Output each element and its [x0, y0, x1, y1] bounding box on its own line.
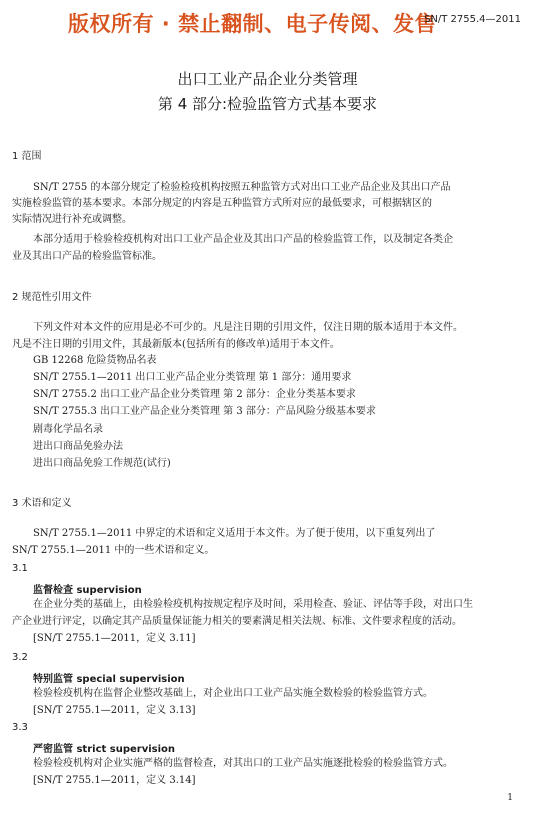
term-source: [SN/T 2755.1—2011，定义 3.14] — [33, 775, 196, 786]
reference-item: SN/T 2755.2 出口工业产品企业分类管理 第 2 部分：企业分类基本要求 — [33, 389, 356, 400]
reference-item: 剧毒化学品名录 — [33, 424, 103, 435]
term-definition: 检验检疫机构对企业实施严格的监督检查，对其出口的工业产品实施逐批检验的检验监管方式。 — [33, 758, 453, 769]
term-number: 3.2 — [12, 652, 28, 663]
term-definition: 产企业进行评定，以确定其产品质量保证能力相关的要素满足相关法规、标准、文件要求程度的活动。 — [12, 616, 462, 627]
page-number: 1 — [507, 793, 513, 803]
term-name: 特别监管 special supervision — [33, 674, 185, 685]
reference-item: 进出口商品免验工作规范(试行) — [33, 458, 171, 469]
term-number: 3.1 — [12, 563, 28, 574]
term-name: 严密监管 strict supervision — [33, 744, 176, 755]
paragraph-line: 实际情况进行补充或调整。 — [12, 214, 132, 225]
paragraph-line: SN/T 2755.1—2011 中界定的术语和定义适用于本文件。为了便于使用，以下重复列出了 — [33, 528, 436, 539]
term-definition: 检验检疫机构在监督企业整改基础上，对企业出口工业产品实施全数检验的检验监管方式。 — [33, 688, 433, 699]
term-name: 监督检查 supervision — [33, 585, 142, 596]
watermark-text: 版权所有 · 禁止翻制、电子传阅、发售 — [68, 12, 437, 36]
paragraph-line: 凡是不注日期的引用文件，其最新版本(包括所有的修改单)适用于本文件。 — [12, 339, 340, 350]
reference-item: GB 12268 危险货物品名表 — [33, 355, 157, 366]
term-source: [SN/T 2755.1—2011，定义 3.11] — [33, 633, 196, 644]
section-1-heading: 1 范围 — [12, 151, 42, 162]
term-number: 3.3 — [12, 722, 28, 733]
document-title: 出口工业产品企业分类管理 — [177, 70, 358, 88]
paragraph-line: 业及其出口产品的检验监管标准。 — [12, 251, 162, 262]
reference-item: SN/T 2755.3 出口工业产品企业分类管理 第 3 部分：产品风险分级基本要求 — [33, 406, 376, 417]
paragraph-line: SN/T 2755 的本部分规定了检验检疫机构按照五种监管方式对出口工业产品企业及其出口产品 — [33, 182, 451, 193]
document-subtitle: 第 4 部分:检验监管方式基本要求 — [157, 95, 378, 113]
section-3-heading: 3 术语和定义 — [12, 498, 72, 509]
paragraph-line: 实施检验监管的基本要求。本部分规定的内容是五种监管方式所对应的最低要求，可根据辖区的 — [12, 198, 432, 209]
term-source: [SN/T 2755.1—2011，定义 3.13] — [33, 705, 196, 716]
document-number: SN/T 2755.4—2011 — [424, 14, 521, 25]
reference-item: 进出口商品免验办法 — [33, 441, 123, 452]
paragraph-line: 本部分适用于检验检疫机构对出口工业产品企业及其出口产品的检验监管工作，以及制定各类企 — [33, 234, 453, 245]
paragraph-line: SN/T 2755.1—2011 中的一些术语和定义。 — [12, 545, 215, 556]
reference-item: SN/T 2755.1—2011 出口工业产品企业分类管理 第 1 部分：通用要求 — [33, 372, 352, 383]
paragraph-line: 下列文件对本文件的应用是必不可少的。凡是注日期的引用文件，仅注日期的版本适用于本文件。 — [33, 322, 463, 333]
section-2-heading: 2 规范性引用文件 — [12, 292, 92, 303]
term-definition: 在企业分类的基础上，由检验检疫机构按规定程序及时间，采用检查、验证、评估等手段，对出口生 — [33, 599, 473, 610]
